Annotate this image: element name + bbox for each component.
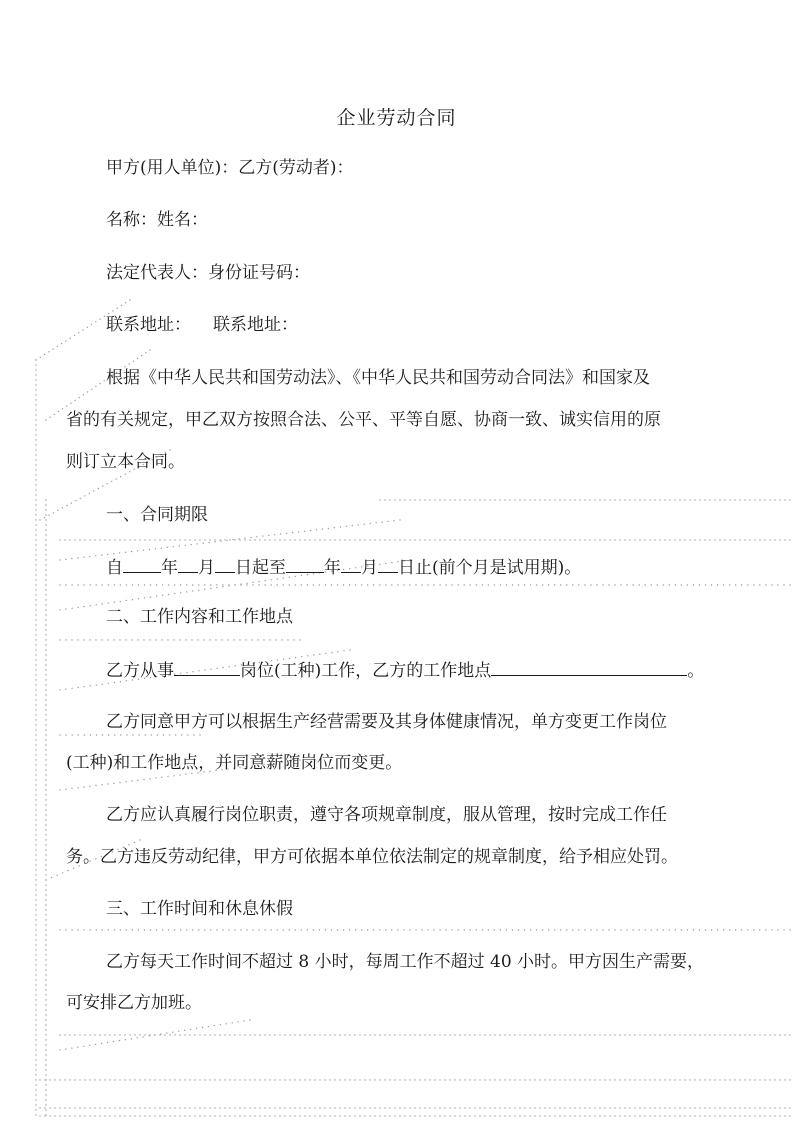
address-label-a: 联系地址： xyxy=(106,315,191,335)
section-3-title: 三、工作时间和休息休假 xyxy=(106,899,293,919)
year-end-blank[interactable] xyxy=(286,555,324,573)
change-line-1: 乙方同意甲方可以根据生产经营需要及其身体健康情况，单方变更工作岗位 xyxy=(106,712,667,732)
day-start-blank[interactable] xyxy=(215,555,235,573)
document-title: 企业劳动合同 xyxy=(336,107,457,129)
month-end-blank[interactable] xyxy=(341,555,361,573)
section-2-title: 二、工作内容和工作地点 xyxy=(106,607,293,627)
job-engaged: 乙方从事 xyxy=(106,661,174,681)
term-year-end: 年 xyxy=(324,558,341,578)
change-line-2: (工种)和工作地点，并同意薪随岗位而变更。 xyxy=(66,753,403,773)
term-until: 日起至 xyxy=(235,558,286,578)
time-line-1: 乙方每天工作时间不超过 8 小时，每周工作不超过 40 小时。甲方因生产需要， xyxy=(106,952,705,972)
term-month: 月 xyxy=(198,558,215,578)
intro-line-1: 根据《中华人民共和国劳动法》、《中华人民共和国劳动合同法》和国家及 xyxy=(106,368,650,388)
job-period: 。 xyxy=(687,661,705,681)
job-line xyxy=(106,658,704,683)
term-end: 日止(前个月是试用期)。 xyxy=(398,558,582,578)
duty-line-1: 乙方应认真履行岗位职责，遵守各项规章制度，服从管理，按时完成工作任 xyxy=(106,805,667,825)
time-line-2: 可安排乙方加班。 xyxy=(66,993,202,1013)
intro-line-3: 则订立本合同。 xyxy=(66,452,185,472)
year-start-blank[interactable] xyxy=(123,555,161,573)
term-from: 自 xyxy=(106,558,123,578)
name-line: 名称：姓名： xyxy=(106,210,208,230)
intro-line-2: 省的有关规定，甲乙双方按照合法、公平、平等自愿、协商一致、诚实信用的原 xyxy=(66,410,661,430)
representative-line: 法定代表人：身份证号码： xyxy=(106,263,310,283)
term-month-end: 月 xyxy=(361,558,378,578)
day-end-blank[interactable] xyxy=(378,555,398,573)
party-line: 甲方(用人单位)：乙方(劳动者)： xyxy=(106,158,354,178)
duty-line-2: 务。乙方违反劳动纪律，甲方可依据本单位依法制定的规章制度，给予相应处罚。 xyxy=(66,847,678,867)
contract-term-line xyxy=(106,555,581,580)
term-year: 年 xyxy=(161,558,178,578)
month-start-blank[interactable] xyxy=(178,555,198,573)
address-line xyxy=(106,313,298,337)
address-label-b: 联系地址： xyxy=(213,315,298,335)
job-location-text: 岗位(工种)工作，乙方的工作地点 xyxy=(240,661,492,681)
position-blank[interactable] xyxy=(174,658,240,676)
section-1-title: 一、合同期限 xyxy=(106,505,208,525)
work-location-blank[interactable] xyxy=(491,658,687,676)
